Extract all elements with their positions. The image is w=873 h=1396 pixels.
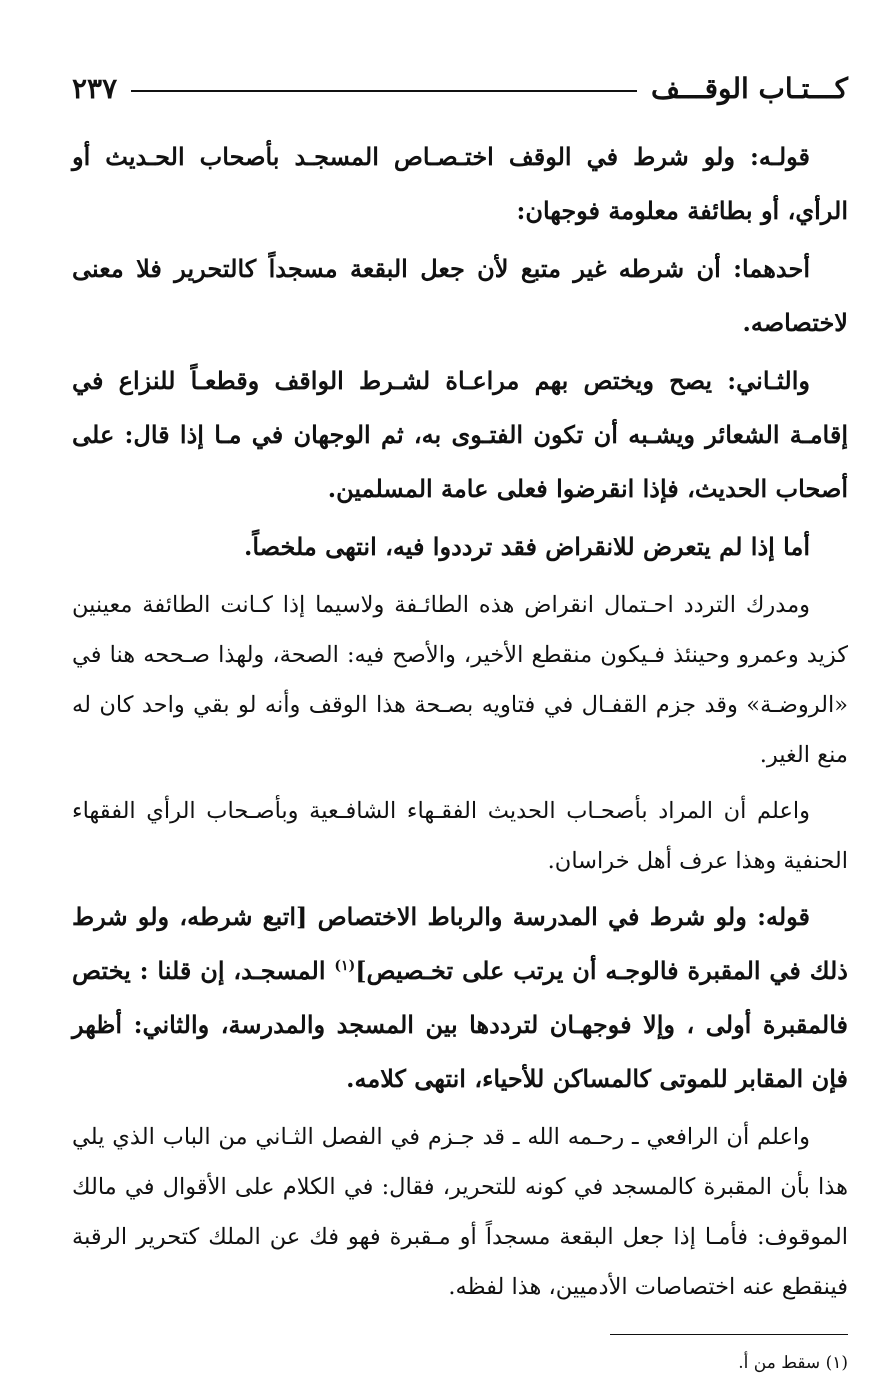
paragraph: أما إذا لم يتعرض للانقراض فقد ترددوا فيه، انتهى ملخصاً. (243, 532, 810, 561)
paragraph: والثـاني: يصح ويختص بهم مراعـاة لشـرط الواقف وقطعـاً للنزاع في إقامـة الشعائر ويشـبه أن تكون الفتـوى به، ثم الوجهان في مـا إذا قال: على أصحاب الحديث، فإذا انقرضوا فعلى عامة المسلمين. (72, 366, 848, 503)
paragraph: ومدرك التردد احـتمال انقراض هذه الطائـفة ولاسيما إذا كـانت الطائفة معينين كزيد وعمرو وحينئذ فـيكون منقطع الأخير، والأصح فيه: الصحة، ولهذا صـححه هنا في «الروضـة» وقد جزم القفـال في فتاويه بصـحة هذا الوقف وأنه لو بقي واحد كان له منع الغير. (72, 592, 848, 768)
paragraph: واعلم أن المراد بأصحـاب الحديث الفقـهاء الشافـعية وبأصـحاب الرأي الفقهاء الحنفية وهذا عرف أهل خراسان. (72, 798, 848, 874)
book-page (72, 64, 848, 1381)
footnote: (١) سقط من أ. (738, 1353, 848, 1373)
footnote-marker: (١) (334, 958, 356, 974)
header-rule (131, 90, 637, 92)
running-title: كـــتـاب الوقـــف (651, 71, 848, 105)
page-header (72, 64, 848, 112)
paragraph: واعلم أن الرافعي ـ رحـمه الله ـ قد جـزم في الفصل الثـاني من الباب الذي يلي هذا بأن المقبرة كالمسجد في كونه للتحرير، فقال: في الكلام على الأقوال في مالك الموقوف: فأمـا إذا جعل البقعة مسجداً أو مـقبرة فهو فك عن الملك كتحرير الرقبة فينقطع عنه اختصاصات الأدميين، هذا لفظه. (72, 1124, 848, 1300)
paragraph-part: قوله: ولو شرط في المدرسة والرباط الاختصاص [اتبع شرطه، ولو شرط ذلك في المقبرة فالوجـه أن يرتب على تخـصيص] (72, 902, 848, 985)
paragraph: قولـه: ولو شرط في الوقف اختـصـاص المسجـد بأصحاب الحـديث أو الرأي، أو بطائفة معلومة فوجهان: (72, 142, 848, 225)
paragraph-with-footnote (72, 890, 848, 1106)
paragraph: أحدهما: أن شرطه غير متبع لأن جعل البقعة مسجداً كالتحرير فلا معنى لاختصاصه. (72, 254, 848, 337)
page-number: ٢٣٧ (72, 71, 118, 105)
paragraph-part: المسجـد، إن قلنا : يختص فالمقبرة أولى ، وإلا فوجهـان لترددها بين المسجد والمدرسة، والثاني: أظهر فإن المقابر للموتى كالمساكن للأحياء، انتهى كلامه. (72, 956, 848, 1093)
footnote-rule (610, 1334, 848, 1335)
